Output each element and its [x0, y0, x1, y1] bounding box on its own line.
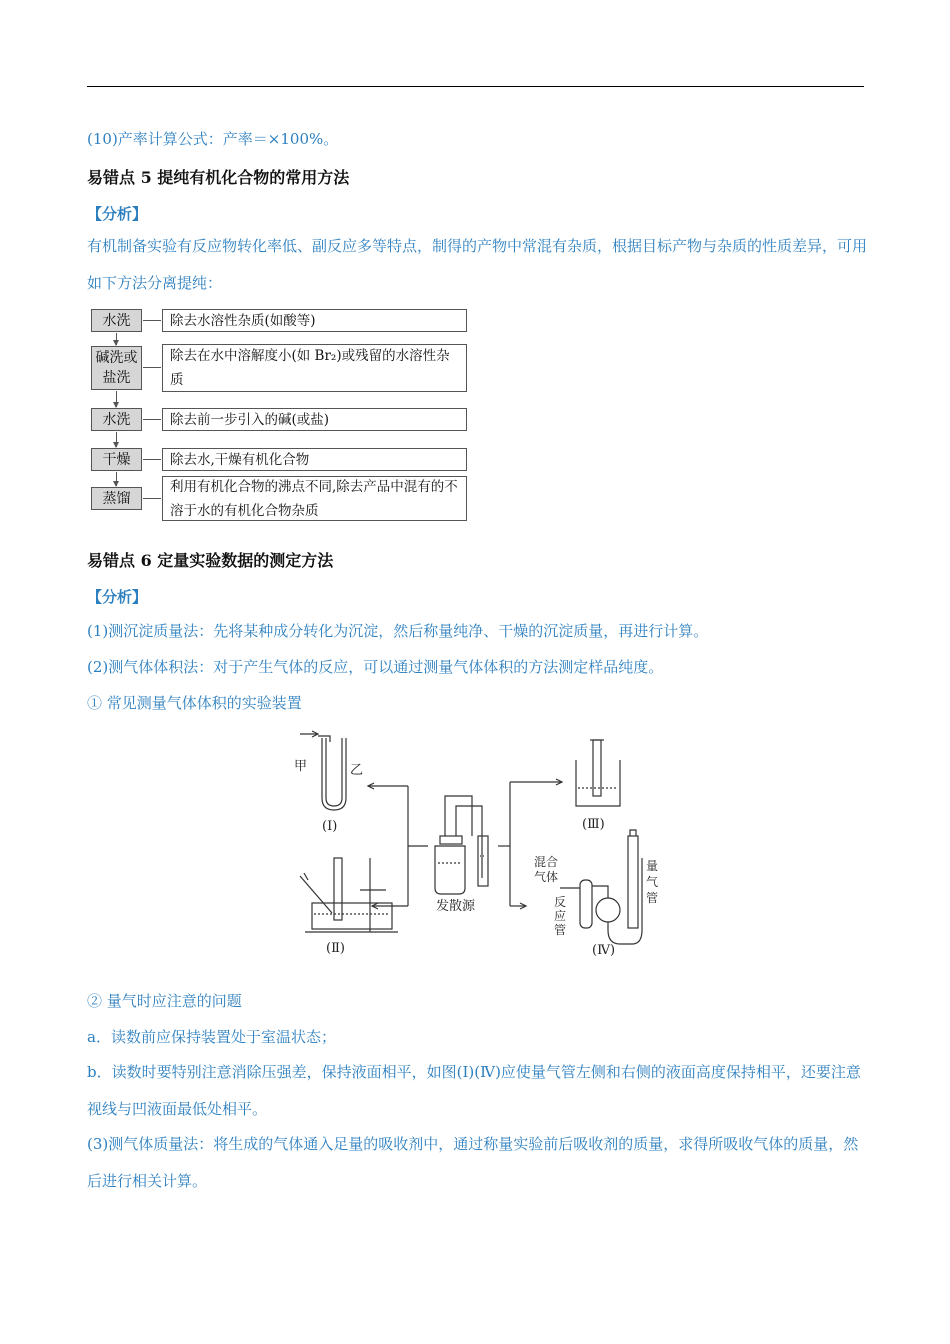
- subpoint-2: ② 量气时应注意的问题: [87, 992, 242, 1010]
- note-b: b．读数时要特别注意消除压强差，保持液面相平，如图(Ⅰ)(Ⅳ)应使量气管左侧和右侧的液面高度保持相平，还要注意视线与凹液面最低处相平。: [87, 1063, 861, 1118]
- flow-desc-4: 除去水,干燥有机化合物: [162, 448, 467, 471]
- flow-connector: [143, 419, 161, 420]
- label-reaction-tube-2: 应: [554, 909, 567, 923]
- flow-connector: [143, 459, 161, 460]
- flow-desc-5: 利用有机化合物的沸点不同,除去产品中混有的不溶于水的有机化合物杂质: [162, 476, 467, 521]
- flow-connector: [143, 498, 161, 499]
- label-gas-burette-1: 量: [646, 859, 659, 873]
- flow-step-1: 水洗: [91, 309, 142, 332]
- label-mixed-gas-1: 混合: [534, 855, 559, 869]
- point5-analysis-tag: 【分析】: [87, 205, 148, 223]
- method-2-gas-volume: (2)测气体体积法：对于产生气体的反应，可以通过测量气体体积的方法测定样品纯度。: [87, 658, 664, 676]
- caption-apparatus-4: (Ⅳ): [592, 943, 616, 958]
- caption-apparatus-3: (Ⅲ): [582, 817, 605, 832]
- flow-step-4: 干燥: [91, 448, 142, 471]
- trough: [312, 903, 392, 929]
- method-3-gas-mass: (3)测气体质量法：将生成的气体通入足量的吸收剂中，通过称量实验前后吸收剂的质量，求得所吸收气体的质量，然后进行相关计算。: [87, 1135, 859, 1190]
- point5-heading: 易错点 5 提纯有机化合物的常用方法: [87, 168, 350, 187]
- flow-arrow: [116, 391, 117, 407]
- label-reaction-tube-1: 反: [554, 895, 567, 909]
- flow-step-3: 水洗: [91, 408, 142, 431]
- point5-paragraph: 有机制备实验有反应物转化率低、副反应多等特点，制得的产物中常混有杂质，根据目标产物与杂质的性质差异，可用如下方法分离提纯：: [87, 237, 868, 292]
- flow-desc-1: 除去水溶性杂质(如酸等): [162, 309, 467, 332]
- caption-apparatus-1: (Ⅰ): [322, 819, 338, 834]
- point6-analysis-tag: 【分析】: [87, 588, 148, 606]
- gas-volume-apparatus-figure: [290, 718, 670, 968]
- header-rule: [87, 86, 864, 87]
- label-jia: 甲: [294, 759, 308, 774]
- flow-arrow: [116, 472, 117, 486]
- flow-arrow: [116, 432, 117, 447]
- point6-heading: 易错点 6 定量实验数据的测定方法: [87, 551, 334, 570]
- flow-step-5: 蒸馏: [91, 487, 142, 510]
- note-a: a．读数前应保持装置处于室温状态；: [87, 1028, 336, 1046]
- label-reaction-tube-3: 管: [554, 923, 567, 937]
- label-gas-burette-3: 管: [646, 891, 659, 905]
- flow-step-2: 碱洗或盐洗: [91, 346, 142, 390]
- flow-desc-2: 除去在水中溶解度小(如 Br₂)或残留的水溶性杂质: [162, 344, 467, 392]
- label-yi: 乙: [350, 763, 364, 778]
- yield-formula-line: (10)产率计算公式：产率＝×100%。: [87, 130, 339, 148]
- flow-desc-3: 除去前一步引入的碱(或盐): [162, 408, 467, 431]
- label-gas-burette-2: 气: [646, 875, 659, 889]
- label-source: 发散源: [436, 899, 476, 914]
- subpoint-1: ① 常见测量气体体积的实验装置: [87, 694, 302, 712]
- label-mixed-gas-2: 气体: [534, 870, 559, 884]
- flow-connector: [143, 320, 161, 321]
- caption-apparatus-2: (Ⅱ): [326, 941, 345, 956]
- flow-connector: [143, 367, 161, 368]
- source-bottle: [435, 846, 465, 894]
- method-1-precipitate: (1)测沉淀质量法：先将某种成分转化为沉淀，然后称量纯净、干燥的沉淀质量，再进行计算。: [87, 622, 709, 640]
- flow-arrow: [116, 333, 117, 345]
